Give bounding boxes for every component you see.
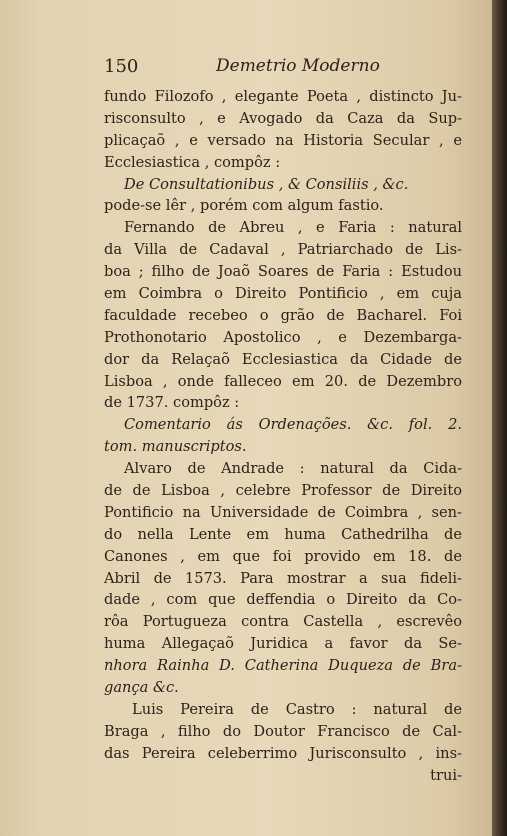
page-header: [104, 56, 464, 80]
title-line: gança &c.: [104, 679, 179, 697]
text-line: Alvaro de Andrade : natural da Cida-: [124, 460, 462, 478]
text-line: Fernando de Abreu , e Faria : natural: [124, 219, 462, 237]
text-line: Pontificio na Universidade de Coimbra , sen-: [104, 503, 462, 521]
text-line: de 1737. compôz :: [104, 394, 240, 412]
text-line: Braga , filho do Doutor Francisco de Cal-: [104, 722, 462, 740]
text-line: rôa Portugueza contra Castella , escrevêo: [104, 613, 462, 631]
text-line: Ecclesiastica , compôz :: [104, 153, 281, 171]
text-line: de de Lisboa , celebre Professor de Direito: [104, 482, 462, 500]
body-text: [104, 86, 462, 787]
text-line: dor da Relaçaõ Ecclesiastica da Cidade de: [104, 350, 462, 368]
title-line: nhora Rainha D. Catherina Duqueza de Bra-: [104, 657, 462, 675]
page-number: 150: [104, 56, 139, 77]
text-line: Prothonotario Apostolico , e Dezembarga-: [104, 328, 462, 346]
text-line: em Coimbra o Direito Pontificio , em cuja: [104, 285, 462, 303]
text-line: boa ; filho de Joaõ Soares de Faria : Estudou: [104, 263, 462, 281]
text-line: huma Allegaçaõ Juridica a favor da Se-: [104, 635, 462, 653]
text-line: da Villa de Cadaval , Patriarchado de Lis-: [104, 241, 462, 259]
text-line: dade , com que deffendia o Direito da Co-: [104, 591, 462, 609]
title-line: tom. manuscriptos.: [104, 438, 247, 456]
text-line: do nella Lente em huma Cathedrilha de: [104, 525, 462, 543]
catchword: trui-: [430, 766, 462, 784]
running-title: Demetrio Moderno: [216, 56, 380, 76]
text-line: Canones , em que foi provido em 18. de: [104, 547, 462, 565]
text-line: Lisboa , onde falleceo em 20. de Dezembro: [104, 372, 462, 390]
text-line: fundo Filozofo , elegante Poeta , distincto Ju-: [104, 88, 462, 105]
text-line: pode-se lêr , porém com algum fastio.: [104, 197, 384, 215]
title-line: Comentario ás Ordenações. &c. fol. 2.: [124, 416, 462, 434]
title-line: De Consultationibus , & Consiliis , &c.: [124, 175, 409, 193]
text-line: faculdade recebeo o grão de Bacharel. Foi: [104, 306, 462, 324]
text-line: Abril de 1573. Para mostrar a sua fideli-: [104, 569, 462, 587]
text-line: Luis Pereira de Castro : natural de: [132, 700, 462, 718]
text-line: risconsulto , e Avogado da Caza da Sup-: [104, 109, 462, 127]
text-line: plicaçaõ , e versado na Historia Secular , e: [104, 131, 462, 149]
text-line: das Pereira celeberrimo Jurisconsulto , ins-: [104, 744, 462, 762]
book-edge: [492, 0, 507, 836]
